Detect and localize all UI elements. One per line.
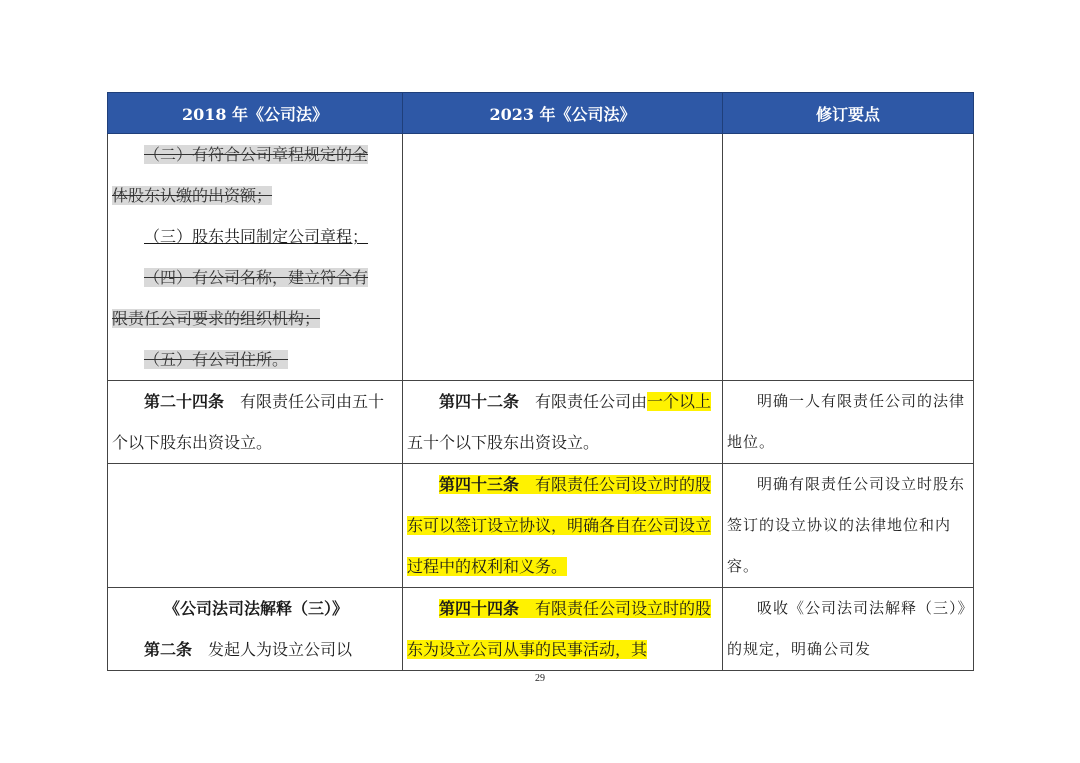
table-row (108, 588, 974, 671)
row4-2023-cell (403, 588, 723, 671)
article-number: 第四十四条 (439, 599, 520, 618)
row2-notes-cell (723, 381, 974, 464)
comparison-table (107, 92, 974, 671)
row1-2023-cell (403, 134, 723, 381)
deleted-text: （四）有公司名称，建立符合有 (144, 268, 369, 287)
deleted-text: 体股东认缴的出资额； (112, 186, 273, 205)
table-row (108, 134, 974, 381)
article-text: 发起人为设立公司以 (192, 640, 353, 659)
row2-2018-cell (108, 381, 403, 464)
row1-2018-cell (108, 134, 403, 381)
highlighted-text: 一个以上 (647, 392, 712, 411)
row4-notes-cell (723, 588, 974, 671)
deleted-text: 限责任公司要求的组织机构； (112, 309, 321, 328)
article-text: 有限责任公司由五十个以下股东出资设立。 (112, 392, 385, 452)
row3-notes-cell (723, 464, 974, 588)
table-row (108, 381, 974, 464)
article-text: 五十个以下股东出资设立。 (407, 433, 600, 452)
article-number: 第四十三条 (439, 475, 520, 494)
article-number: 第四十二条 (439, 392, 520, 411)
header-2018-law: 2018 年《公司法》 (108, 93, 403, 134)
revision-note: 明确一人有限责任公司的法律地位。 (727, 392, 966, 451)
page-number: 29 (535, 673, 545, 684)
revision-note: 明确有限责任公司设立时股东签订的设立协议的法律地位和内容。 (727, 475, 966, 575)
row2-2023-cell (403, 381, 723, 464)
inserted-text: （三）股东共同制定公司章程； (144, 227, 369, 246)
article-text: 有限责任公司设立时的股东可以签订设立协议，明确各自在公司设立过程中的权利和义务。 (407, 475, 712, 576)
row4-2018-cell (108, 588, 403, 671)
row3-2018-cell (108, 464, 403, 588)
table-row (108, 464, 974, 588)
article-text: 有限责任公司由 (519, 392, 648, 411)
deleted-text: （二）有符合公司章程规定的全 (144, 145, 369, 164)
header-revision-points: 修订要点 (723, 93, 974, 134)
row1-notes-cell (723, 134, 974, 381)
article-text: 有限责任公司设立时的股东为设立公司从事的民事活动，其 (407, 599, 712, 659)
article-number: 第二十四条 (144, 392, 225, 411)
header-2023-law: 2023 年《公司法》 (403, 93, 723, 134)
deleted-text: （五）有公司住所。 (144, 350, 289, 369)
judicial-interpretation-title: 《公司法司法解释（三）》 (163, 599, 348, 618)
row3-2023-cell (403, 464, 723, 588)
revision-note: 吸收《公司法司法解释（三）》的规定，明确公司发 (727, 599, 967, 658)
table-header-row (108, 93, 974, 134)
article-number: 第二条 (144, 640, 193, 659)
